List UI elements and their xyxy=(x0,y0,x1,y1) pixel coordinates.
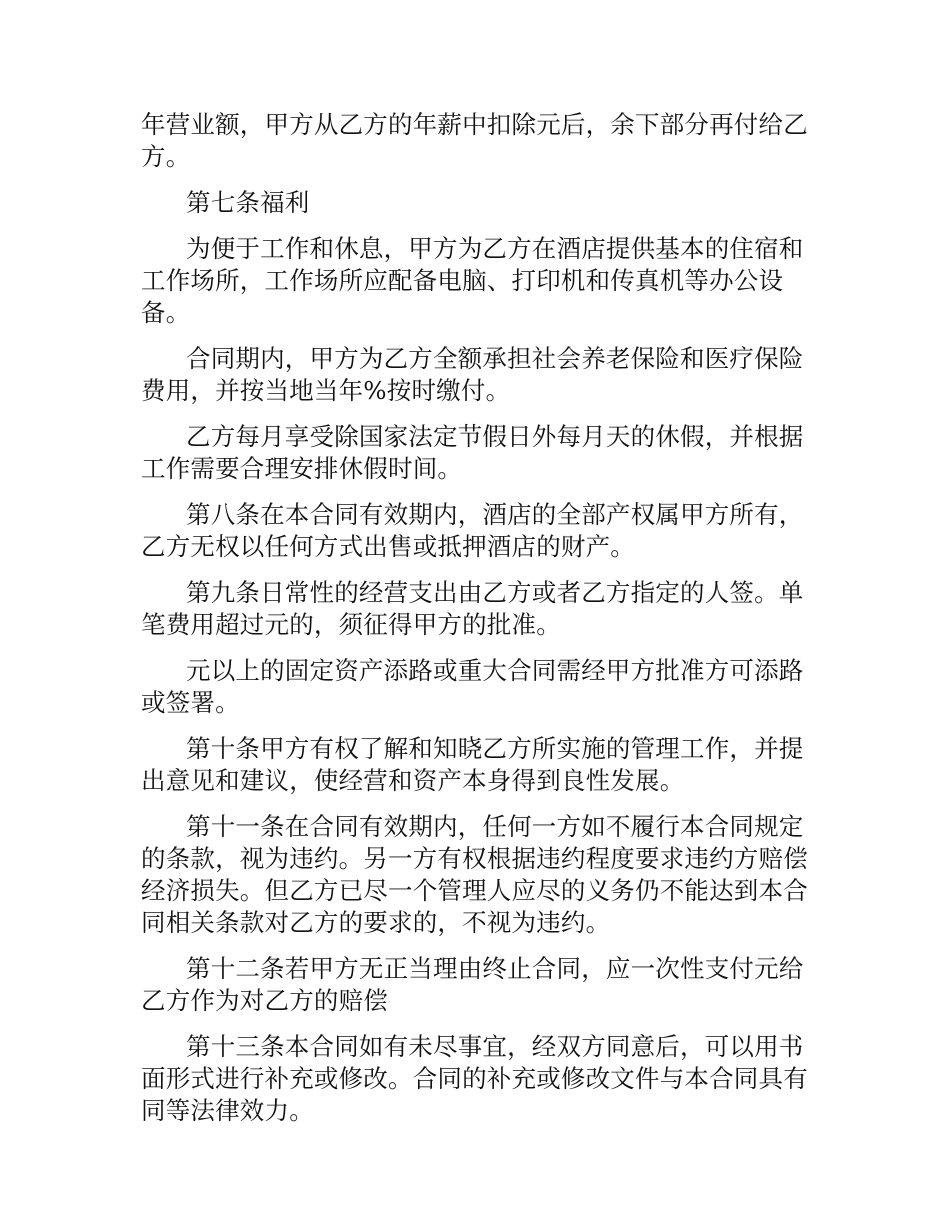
paragraph-fixed-assets: 元以上的固定资产添路或重大合同需经甲方批准方可添路或签署。 xyxy=(141,656,804,717)
article-13: 第十三条本合同如有未尽事宜，经双方同意后，可以用书面形式进行补充或修改。合同的补充或修改文件与本合同具有同等法律效力。 xyxy=(141,1032,808,1125)
article-10: 第十条甲方有权了解和知晓乙方所实施的管理工作，并提出意见和建议，使经营和资产本身得到良性发展。 xyxy=(141,734,804,795)
paragraph-insurance: 合同期内，甲方为乙方全额承担社会养老保险和医疗保险费用，并按当地当年%按时缴付。 xyxy=(141,344,804,405)
article-9: 第九条日常性的经营支出由乙方或者乙方指定的人签。单笔费用超过元的，须征得甲方的批准。 xyxy=(141,578,804,639)
paragraph-continuation: 年营业额，甲方从乙方的年薪中扣除元后，余下部分再付给乙方。 xyxy=(141,110,808,171)
article-12: 第十二条若甲方无正当理由终止合同，应一次性支付元给乙方作为对乙方的赔偿 xyxy=(141,954,804,1015)
article-8: 第八条在本合同有效期内，酒店的全部产权属甲方所有，乙方无权以任何方式出售或抵押酒店的财产。 xyxy=(141,500,804,561)
article-11: 第十一条在合同有效期内，任何一方如不履行本合同规定的条款，视为违约。另一方有权根据违约程度要求违约方赔偿经济损失。但乙方已尽一个管理人应尽的义务仍不能达到本合同相关条款对乙方的要求的，不视为违约。 xyxy=(141,812,808,937)
document-body xyxy=(141,109,821,1141)
article-7-heading: 第七条福利 xyxy=(186,188,310,217)
paragraph-vacation: 乙方每月享受除国家法定节假日外每月天的休假，并根据工作需要合理安排休假时间。 xyxy=(141,422,804,483)
paragraph-accommodation: 为便于工作和休息，甲方为乙方在酒店提供基本的住宿和工作场所，工作场所应配备电脑、打印机和传真机等办公设备。 xyxy=(141,234,804,327)
